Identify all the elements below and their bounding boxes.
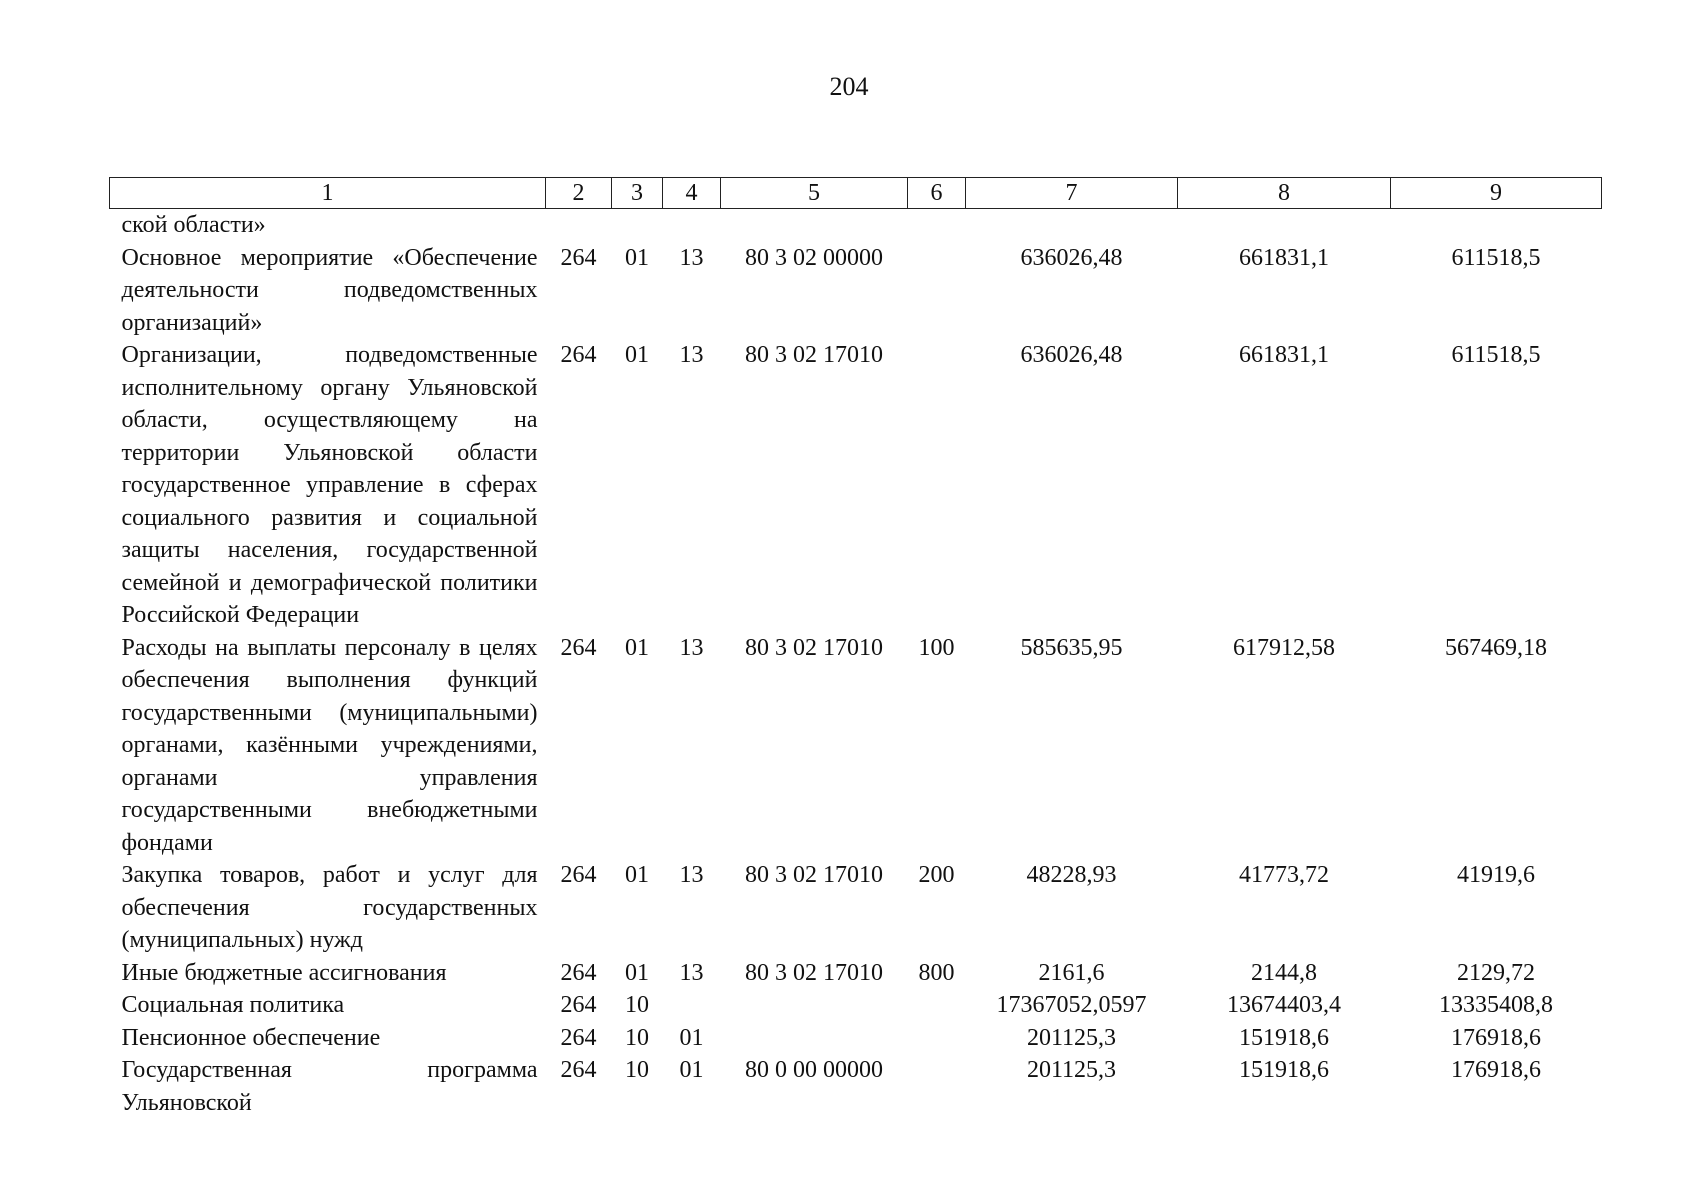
row-subsection-code: 13: [679, 959, 704, 986]
header-col-8: 8: [1178, 178, 1391, 209]
header-col-4: 4: [663, 178, 721, 209]
page-number: 204: [829, 72, 869, 101]
row-ministry-code: 264: [560, 342, 597, 368]
row-section-code: [612, 209, 663, 242]
row-amount-col9: 611518,5: [1451, 342, 1541, 368]
row-expense-type: 800: [918, 959, 955, 986]
row-ministry-code: 264: [560, 1057, 597, 1083]
row-section-code: 01: [625, 244, 649, 271]
row-name: Иные бюджетные ассигнования: [121, 959, 447, 986]
row-amount-col7: [966, 209, 1178, 242]
table-row: [110, 242, 1602, 340]
table-row: [110, 632, 1602, 860]
header-col-6: 6: [908, 178, 966, 209]
row-subsection-code: 13: [679, 244, 704, 271]
row-name: Основное мероприятие «Обеспечение деятельности подведомственных организаций»: [121, 244, 538, 336]
row-amount-col9: 2129,72: [1457, 959, 1535, 986]
row-amount-col7: 636026,48: [1020, 342, 1123, 368]
row-target-code: 80 3 02 17010: [745, 862, 883, 888]
row-subsection-code: 13: [679, 342, 704, 368]
row-subsection-code: 01: [679, 1024, 704, 1051]
row-expense-type: [908, 1022, 966, 1055]
header-col-9: 9: [1391, 178, 1602, 209]
row-amount-col8: 151918,6: [1239, 1024, 1329, 1051]
row-amount-col8: 661831,1: [1239, 244, 1329, 271]
row-amount-col9: 611518,5: [1451, 244, 1541, 271]
table-row: [110, 1022, 1602, 1055]
row-target-code: 80 3 02 17010: [745, 342, 883, 368]
table-row: [110, 989, 1602, 1022]
row-name: Закупка товаров, работ и услуг для обеспечения государственных (муниципальных) нужд: [121, 862, 538, 953]
row-amount-col8: 41773,72: [1239, 862, 1329, 888]
row-target-code: 80 3 02 17010: [745, 959, 883, 986]
row-amount-col8: 151918,6: [1239, 1057, 1329, 1083]
row-amount-col8: 2144,8: [1251, 959, 1317, 986]
row-subsection-code: 13: [679, 634, 704, 661]
row-expense-type: [908, 1054, 966, 1119]
header-col-7: 7: [966, 178, 1178, 209]
row-ministry-code: 264: [560, 634, 597, 661]
row-name: ской области»: [121, 212, 266, 238]
row-target-code: 80 0 00 00000: [745, 1057, 883, 1083]
row-amount-col7: 636026,48: [1020, 244, 1123, 271]
row-expense-type: 200: [918, 862, 955, 888]
row-target-code: [721, 209, 908, 242]
row-amount-col8: 13674403,4: [1227, 992, 1341, 1018]
row-section-code: 10: [625, 1024, 649, 1051]
table-row: [110, 957, 1602, 990]
table-row: [110, 339, 1602, 632]
row-name: Государственная программа Ульяновской: [121, 1057, 538, 1116]
row-amount-col9: 41919,6: [1457, 862, 1535, 888]
row-amount-col7: 201125,3: [1026, 1024, 1117, 1051]
row-amount-col8: 617912,58: [1233, 634, 1335, 661]
row-subsection-code: [663, 209, 721, 242]
row-section-code: 01: [625, 862, 649, 888]
row-amount-col8: 661831,1: [1239, 342, 1329, 368]
table-row: [110, 209, 1602, 242]
row-subsection-code: 01: [679, 1057, 704, 1083]
row-ministry-code: 264: [560, 244, 597, 271]
row-amount-col7: 585635,95: [1020, 634, 1123, 661]
row-amount-col9: 176918,6: [1451, 1057, 1541, 1083]
row-target-code: [721, 1022, 908, 1055]
row-amount-col7: 201125,3: [1026, 1057, 1117, 1083]
header-col-5: 5: [721, 178, 908, 209]
row-amount-col9: 567469,18: [1445, 634, 1547, 661]
header-col-2: 2: [546, 178, 612, 209]
table-body: [110, 209, 1602, 1120]
row-target-code: 80 3 02 17010: [745, 634, 883, 661]
row-amount-col7: 48228,93: [1026, 862, 1117, 888]
row-subsection-code: [663, 989, 721, 1022]
row-name: Организации, подведомственные исполнительному органу Ульяновской области, осуществляющему на территории Ульяновской области государственное управление в сферах социального развития и социальной защиты населения, государственной семейной и демографической политики Российской Федерации: [121, 342, 538, 628]
header-col-1: 1: [110, 178, 546, 209]
row-subsection-code: 13: [679, 862, 704, 888]
table-row: [110, 859, 1602, 957]
row-expense-type: [908, 339, 966, 632]
row-ministry-code: 264: [560, 959, 597, 986]
row-ministry-code: 264: [560, 1024, 597, 1051]
row-name: Социальная политика: [121, 992, 345, 1018]
row-section-code: 01: [625, 634, 649, 661]
row-ministry-code: [546, 209, 612, 242]
row-target-code: 80 3 02 00000: [745, 244, 883, 271]
row-section-code: 10: [625, 992, 649, 1018]
header-row: [110, 178, 1602, 209]
row-name: Пенсионное обеспечение: [121, 1024, 381, 1051]
row-amount-col9: 176918,6: [1451, 1024, 1541, 1051]
row-expense-type: [908, 209, 966, 242]
row-section-code: 01: [625, 342, 649, 368]
row-amount-col8: [1178, 209, 1391, 242]
row-target-code: [721, 989, 908, 1022]
table-header: [110, 178, 1602, 209]
table-row: [110, 1054, 1602, 1119]
row-name: Расходы на выплаты персоналу в целях обеспечения выполнения функций государственными (муниципальными) органами, казёнными учреждениями, органами управления государственными внебюджетными фондами: [121, 634, 538, 856]
row-amount-col9: [1391, 209, 1602, 242]
row-amount-col7: 17367052,0597: [996, 992, 1147, 1018]
row-expense-type: 100: [918, 634, 955, 661]
row-expense-type: [908, 989, 966, 1022]
header-col-3: 3: [612, 178, 663, 209]
row-expense-type: [908, 242, 966, 340]
budget-table: [109, 177, 1602, 1119]
row-section-code: 10: [625, 1057, 649, 1083]
row-amount-col9: 13335408,8: [1439, 992, 1553, 1018]
row-amount-col7: 2161,6: [1038, 959, 1105, 986]
row-section-code: 01: [625, 959, 649, 986]
row-ministry-code: 264: [560, 862, 597, 888]
row-ministry-code: 264: [560, 992, 597, 1018]
